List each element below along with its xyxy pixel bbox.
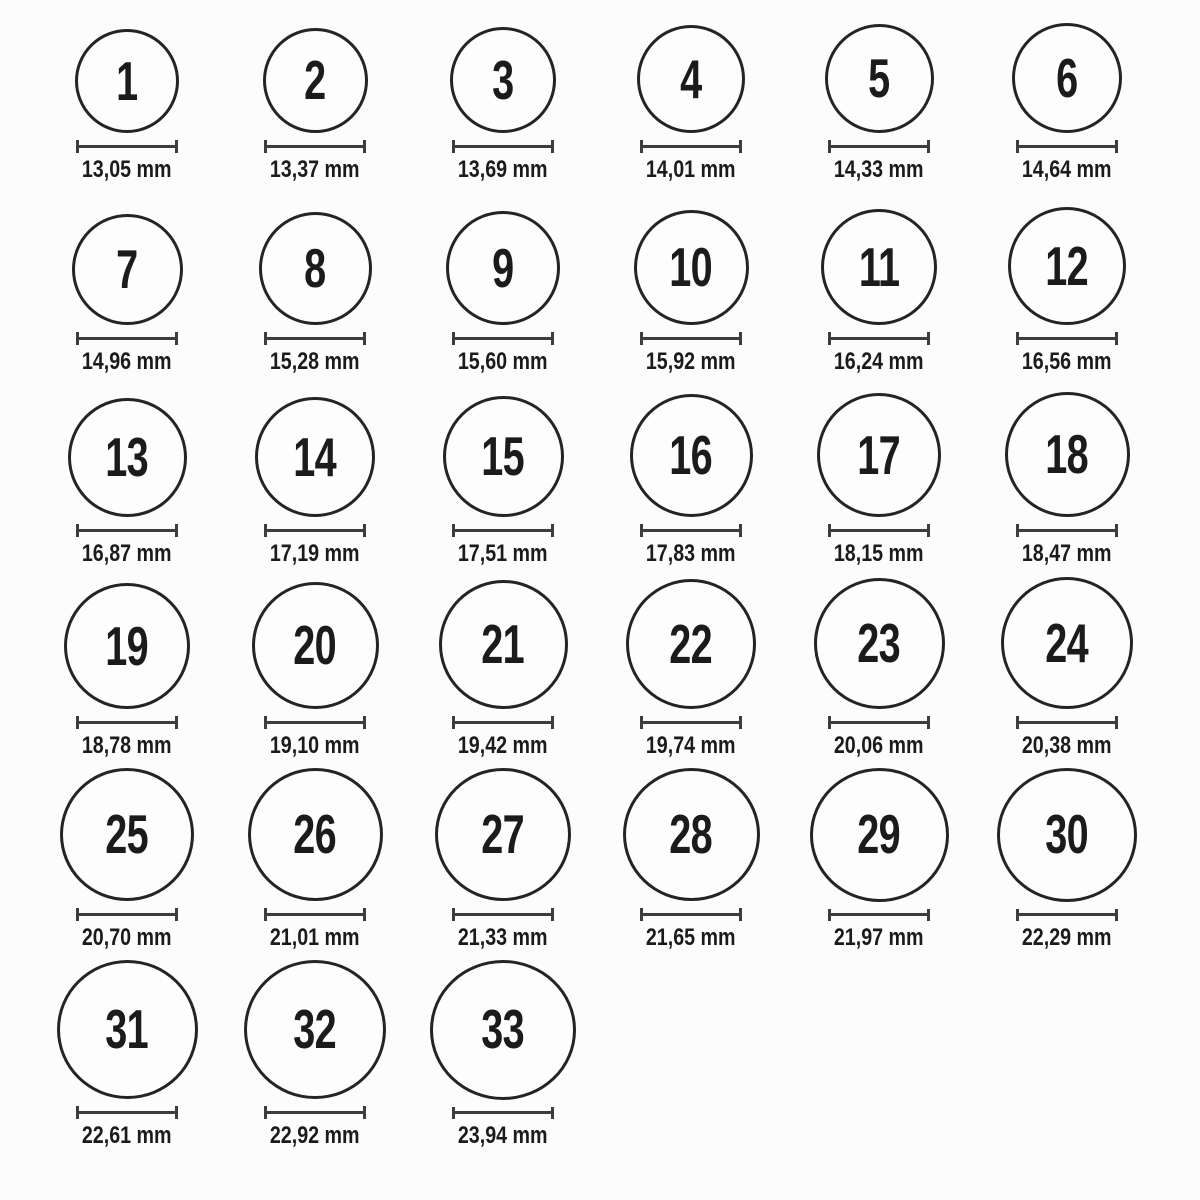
ring-diameter-label: 16,87 mm	[82, 540, 172, 567]
ring-circle	[439, 580, 568, 709]
ring-diameter-label: 20,38 mm	[1022, 732, 1112, 759]
ring-circle	[60, 768, 194, 901]
measure-line-bar	[79, 1111, 175, 1114]
ring-diameter-label: 19,74 mm	[646, 732, 736, 759]
ring-diameter-label: 18,15 mm	[834, 540, 924, 567]
ring-diameter-label: 20,06 mm	[834, 732, 924, 759]
ring-diameter-label: 16,24 mm	[834, 348, 924, 375]
measure-line-bar	[831, 529, 927, 532]
measure-line-bar	[831, 913, 927, 916]
ring-diameter-label: 18,78 mm	[82, 732, 172, 759]
ring-size-cell	[409, 768, 597, 960]
measure-line-bar	[267, 1111, 363, 1114]
ring-circle	[825, 24, 934, 133]
diameter-measure-line	[828, 332, 930, 345]
ring-circle	[623, 768, 760, 901]
ring-diameter-label: 16,56 mm	[1022, 348, 1112, 375]
ring-circle	[68, 398, 187, 517]
diameter-measure-line	[264, 908, 366, 921]
measure-line-bar	[79, 337, 175, 340]
diameter-measure-line	[640, 908, 742, 921]
ring-diameter-label: 14,64 mm	[1022, 156, 1112, 183]
ring-diameter-label: 17,19 mm	[270, 540, 360, 567]
ring-size-number: 27	[481, 803, 525, 866]
ring-size-cell	[221, 576, 409, 768]
ring-size-cell	[597, 384, 785, 576]
measure-line-bar	[455, 337, 551, 340]
ring-size-cell	[597, 0, 785, 192]
ring-circle	[817, 393, 941, 517]
ring-size-number: 17	[857, 423, 901, 486]
ring-size-number: 2	[304, 49, 326, 111]
ring-size-cell	[597, 576, 785, 768]
ring-circle	[64, 583, 190, 709]
ring-size-cell	[33, 960, 221, 1200]
diameter-measure-line	[828, 716, 930, 729]
measure-line-bar	[79, 145, 175, 148]
measure-line-bar	[1019, 913, 1115, 916]
ring-diameter-label: 15,28 mm	[270, 348, 360, 375]
ring-circle	[810, 768, 949, 902]
ring-circle	[1012, 23, 1122, 133]
ring-size-cell	[33, 192, 221, 384]
ring-size-cell	[973, 0, 1161, 192]
ring-size-number: 30	[1045, 803, 1089, 866]
diameter-measure-line	[1016, 140, 1118, 153]
ring-size-number: 9	[492, 236, 514, 299]
measure-line-bar	[267, 145, 363, 148]
ring-diameter-label: 14,33 mm	[834, 156, 924, 183]
ring-circle	[430, 960, 576, 1100]
measure-line-bar	[79, 721, 175, 724]
ring-diameter-label: 19,10 mm	[270, 732, 360, 759]
diameter-measure-line	[640, 716, 742, 729]
ring-size-cell	[221, 768, 409, 960]
ring-size-number: 15	[481, 425, 525, 487]
ring-size-cell	[973, 384, 1161, 576]
measure-line-bar	[267, 913, 363, 916]
ring-diameter-label: 13,37 mm	[270, 156, 360, 183]
ring-size-number: 28	[669, 803, 713, 866]
ring-diameter-label: 21,33 mm	[458, 924, 548, 951]
ring-size-cell	[785, 768, 973, 960]
ring-size-cell	[973, 192, 1161, 384]
diameter-measure-line	[640, 332, 742, 345]
ring-size-number: 1	[116, 49, 138, 112]
measure-line-bar	[267, 529, 363, 532]
ring-circle	[443, 396, 564, 517]
ring-size-cell	[409, 0, 597, 192]
diameter-measure-line	[264, 1106, 366, 1119]
diameter-measure-line	[452, 1107, 554, 1119]
ring-circle	[255, 397, 375, 517]
diameter-measure-line	[1016, 909, 1118, 921]
ring-diameter-label: 14,01 mm	[646, 156, 736, 183]
ring-size-number: 25	[105, 803, 149, 866]
ring-size-cell	[221, 0, 409, 192]
diameter-measure-line	[452, 332, 554, 345]
measure-line-bar	[643, 721, 739, 724]
measure-line-bar	[643, 529, 739, 532]
ring-circle	[75, 29, 179, 133]
ring-size-cell	[785, 384, 973, 576]
ring-circle	[814, 578, 945, 709]
ring-circle	[1005, 392, 1130, 517]
ring-size-cell	[221, 192, 409, 384]
measure-line-bar	[1019, 529, 1115, 532]
ring-size-cell	[221, 384, 409, 576]
ring-size-number: 21	[481, 613, 525, 675]
diameter-measure-line	[452, 716, 554, 729]
measure-line-bar	[831, 337, 927, 340]
diameter-measure-line	[452, 908, 554, 921]
ring-circle	[446, 211, 560, 325]
ring-size-number: 12	[1045, 234, 1089, 297]
ring-diameter-label: 21,65 mm	[646, 924, 736, 951]
ring-circle	[435, 768, 571, 901]
ring-size-cell	[33, 768, 221, 960]
ring-size-cell	[597, 768, 785, 960]
measure-line-bar	[455, 913, 551, 916]
ring-circle	[1008, 207, 1126, 325]
diameter-measure-line	[76, 1106, 178, 1119]
ring-size-number: 6	[1056, 46, 1078, 109]
ring-size-number: 5	[868, 47, 890, 109]
ring-size-number: 23	[857, 612, 901, 674]
ring-size-number: 32	[293, 998, 337, 1061]
diameter-measure-line	[1016, 716, 1118, 729]
ring-size-number: 26	[293, 803, 337, 866]
ring-diameter-label: 22,29 mm	[1022, 924, 1112, 951]
ring-size-number: 22	[669, 612, 713, 675]
diameter-measure-line	[76, 524, 178, 537]
ring-size-number: 14	[293, 425, 337, 488]
ring-circle	[259, 212, 372, 325]
measure-line-bar	[455, 721, 551, 724]
ring-circle	[252, 582, 379, 709]
diameter-measure-line	[264, 524, 366, 537]
ring-diameter-label: 15,60 mm	[458, 348, 548, 375]
diameter-measure-line	[76, 716, 178, 729]
ring-size-number: 16	[669, 424, 713, 486]
ring-size-number: 7	[116, 238, 138, 300]
ring-size-cell	[221, 960, 409, 1200]
ring-size-cell	[785, 0, 973, 192]
ring-size-number: 10	[669, 236, 713, 298]
ring-size-cell	[785, 576, 973, 768]
ring-size-cell	[33, 0, 221, 192]
ring-size-cell	[973, 768, 1161, 960]
diameter-measure-line	[1016, 524, 1118, 537]
diameter-measure-line	[264, 332, 366, 345]
ring-diameter-label: 14,96 mm	[82, 348, 172, 375]
ring-size-cell	[409, 576, 597, 768]
ring-size-cell	[33, 384, 221, 576]
ring-diameter-label: 15,92 mm	[646, 348, 736, 375]
ring-size-cell	[33, 576, 221, 768]
measure-line-bar	[643, 913, 739, 916]
ring-diameter-label: 20,70 mm	[82, 924, 172, 951]
ring-circle	[637, 25, 745, 133]
ring-diameter-label: 13,05 mm	[82, 156, 172, 183]
ring-size-number: 8	[304, 237, 326, 299]
measure-line-bar	[267, 337, 363, 340]
diameter-measure-line	[1016, 332, 1118, 345]
ring-circle	[72, 214, 183, 325]
measure-line-bar	[79, 913, 175, 916]
ring-size-cell	[973, 576, 1161, 768]
ring-size-cell	[597, 192, 785, 384]
ring-size-cell	[409, 384, 597, 576]
measure-line-bar	[1019, 337, 1115, 340]
ring-size-cell	[409, 192, 597, 384]
measure-line-bar	[831, 145, 927, 148]
diameter-measure-line	[76, 332, 178, 345]
ring-diameter-label: 17,83 mm	[646, 540, 736, 567]
measure-line-bar	[267, 721, 363, 724]
measure-line-bar	[455, 529, 551, 532]
ring-size-number: 19	[105, 614, 149, 677]
ring-circle	[626, 579, 756, 709]
ring-circle	[1001, 577, 1133, 709]
ring-circle	[630, 394, 753, 517]
ring-circle	[263, 28, 368, 133]
ring-diameter-label: 17,51 mm	[458, 540, 548, 567]
ring-circle	[244, 960, 386, 1099]
ring-size-number: 13	[105, 426, 149, 488]
measure-line-bar	[1019, 145, 1115, 148]
diameter-measure-line	[264, 140, 366, 153]
ring-circle	[634, 210, 749, 325]
diameter-measure-line	[264, 716, 366, 729]
ring-size-number: 20	[293, 614, 337, 676]
ring-diameter-label: 21,01 mm	[270, 924, 360, 951]
ring-size-number: 11	[858, 235, 900, 298]
ring-size-number: 33	[481, 998, 525, 1061]
diameter-measure-line	[452, 140, 554, 153]
diameter-measure-line	[76, 908, 178, 921]
ring-diameter-label: 22,92 mm	[270, 1122, 360, 1149]
ring-circle	[57, 960, 198, 1099]
ring-circle	[997, 768, 1137, 902]
ring-size-number: 18	[1045, 423, 1089, 485]
ring-size-cell	[785, 192, 973, 384]
diameter-measure-line	[828, 140, 930, 153]
diameter-measure-line	[452, 524, 554, 537]
measure-line-bar	[1019, 721, 1115, 724]
diameter-measure-line	[640, 524, 742, 537]
ring-circle	[248, 768, 383, 901]
ring-circle	[821, 209, 937, 325]
diameter-measure-line	[640, 140, 742, 153]
ring-size-cell	[409, 960, 597, 1200]
measure-line-bar	[643, 337, 739, 340]
diameter-measure-line	[828, 909, 930, 921]
ring-diameter-label: 23,94 mm	[458, 1122, 548, 1149]
ring-diameter-label: 18,47 mm	[1022, 540, 1112, 567]
measure-line-bar	[831, 721, 927, 724]
ring-size-number: 3	[492, 48, 514, 111]
ring-size-number: 24	[1045, 611, 1089, 674]
ring-diameter-label: 21,97 mm	[834, 924, 924, 951]
measure-line-bar	[455, 145, 551, 148]
ring-size-number: 4	[680, 47, 702, 110]
diameter-measure-line	[76, 140, 178, 153]
ring-size-number: 31	[105, 998, 149, 1061]
measure-line-bar	[455, 1111, 551, 1114]
measure-line-bar	[79, 529, 175, 532]
ring-diameter-label: 13,69 mm	[458, 156, 548, 183]
measure-line-bar	[643, 145, 739, 148]
ring-size-number: 29	[857, 803, 901, 866]
diameter-measure-line	[828, 524, 930, 537]
ring-diameter-label: 19,42 mm	[458, 732, 548, 759]
ring-diameter-label: 22,61 mm	[82, 1122, 172, 1149]
ring-circle	[450, 27, 556, 133]
